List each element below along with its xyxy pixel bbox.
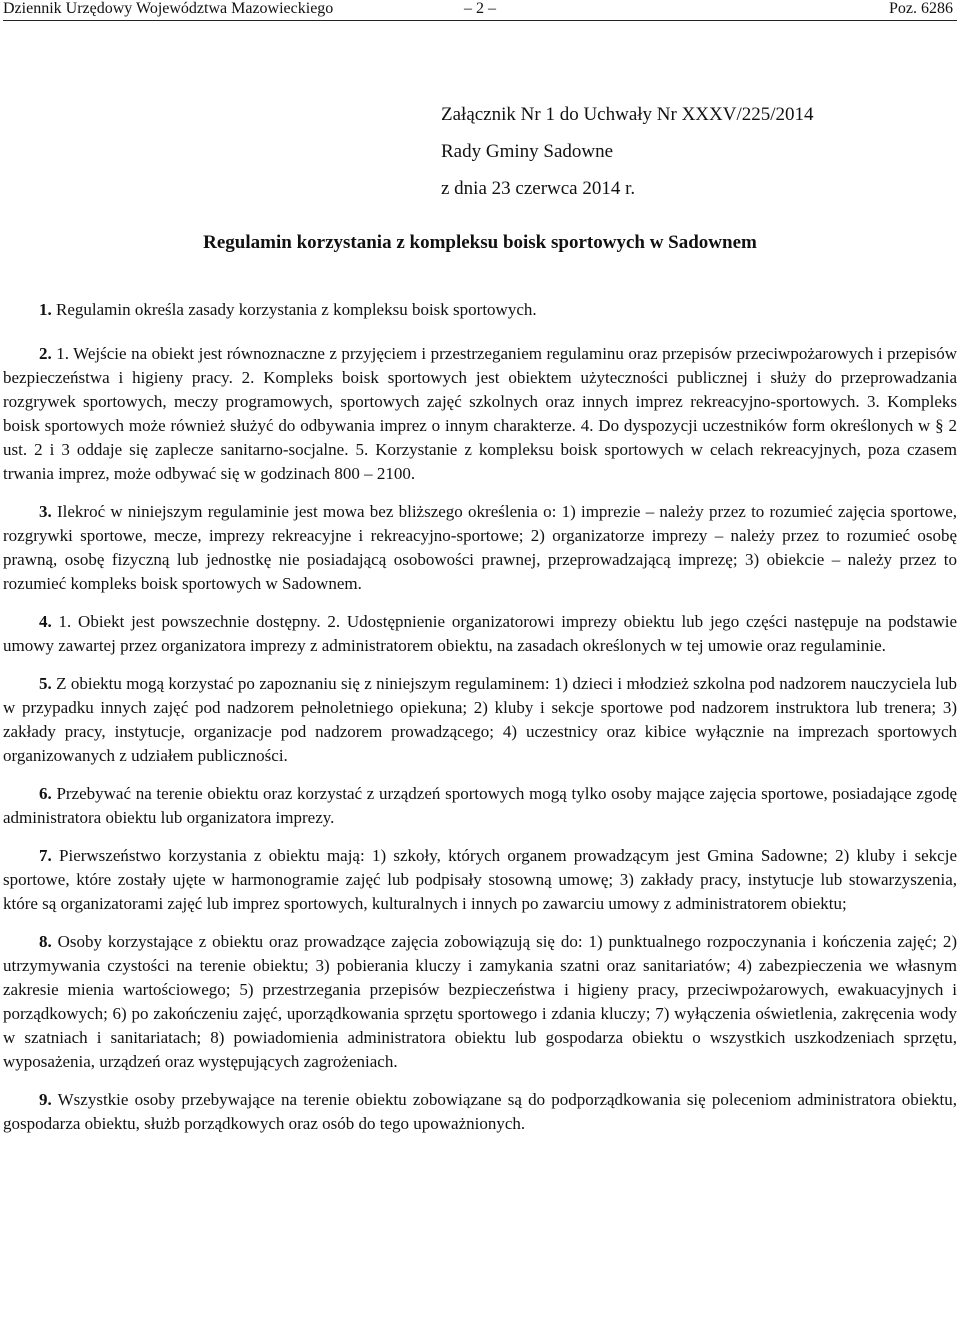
journal-title: Dziennik Urzędowy Województwa Mazowieckiego bbox=[3, 0, 334, 17]
paragraph-5 bbox=[3, 672, 957, 768]
paragraph-text: 1. Obiekt jest powszechnie dostępny. 2. Udostępnienie organizatorowi imprezy obiektu lub jego części następuje na podstawie umowy zawartej przez organizatora imprezy z administratorem obiektu, na zasadach określonych w tej umowie oraz regulaminie. bbox=[3, 612, 957, 655]
paragraph-text: Regulamin określa zasady korzystania z kompleksu boisk sportowych. bbox=[51, 300, 537, 319]
paragraph-number: 6. bbox=[39, 784, 52, 803]
paragraph-number: 5. bbox=[39, 674, 52, 693]
paragraph-9 bbox=[3, 1088, 957, 1136]
paragraph-number: 7. bbox=[39, 846, 52, 865]
paragraph-4 bbox=[3, 610, 957, 658]
paragraph-number: 8. bbox=[39, 932, 52, 951]
document-body bbox=[3, 298, 957, 1150]
attachment-line-1: Załącznik Nr 1 do Uchwały Nr XXXV/225/2014 bbox=[441, 104, 814, 125]
document-title: Regulamin korzystania z kompleksu boisk sportowych w Sadownem bbox=[203, 232, 757, 253]
page-number: – 2 – bbox=[464, 0, 496, 17]
paragraph-text: Pierwszeństwo korzystania z obiektu mają: 1) szkoły, których organem prowadzącym jest Gmina Sadowne; 2) kluby i sekcje sportowe, które zostały ujęte w harmonogramie zajęć lub podpisały stosowną umowę; 3) zakłady pracy, instytucje lub stowarzyszenia, które są organizatorami zajęć lub imprez sportowych, kulturalnych i innych po zawarciu umowy z administratorem obiektu; bbox=[3, 846, 957, 913]
page-header bbox=[3, 0, 957, 21]
paragraph-number: 9. bbox=[39, 1090, 52, 1109]
paragraph-text: Z obiektu mogą korzystać po zapoznaniu się z niniejszym regulaminem: 1) dzieci i młodzież szkolna pod nadzorem nauczyciela lub w przypadku innych zajęć pod nadzorem pełnoletniego opiekuna; 2) kluby i sekcje sportowe pod nadzorem instruktora lub trenera; 3) zakłady pracy, instytucje, organizacje pod nadzorem prowadzącego; 4) uczestnicy oraz kibice wyłącznie na imprezach sportowych organizowanych z udziałem publiczności. bbox=[3, 674, 957, 765]
paragraph-text: Ilekroć w niniejszym regulaminie jest mowa bez bliższego określenia o: 1) imprezie – należy przez to rozumieć zajęcia sportowe, rozgrywki sportowe, mecze, imprezy rekreacyjne i rekreacyjno-sportowe; 2) organizatorze imprezy – należy przez to rozumieć osobę prawną, osobę fizyczną lub jednostkę nie posiadającą osobowości prawnej, przeprowadzającą imprezę; 3) obiekcie – należy przez to rozumieć kompleks boisk sportowych w Sadownem. bbox=[3, 502, 957, 593]
paragraph-text: Wszystkie osoby przebywające na terenie obiektu zobowiązane są do podporządkowania się poleceniom administratora obiektu, gospodarza obiektu, służb porządkowych oraz osób do tego upoważnionych. bbox=[3, 1090, 957, 1133]
position-number: Poz. 6286 bbox=[889, 0, 953, 17]
paragraph-3 bbox=[3, 500, 957, 596]
attachment-line-3: z dnia 23 czerwca 2014 r. bbox=[441, 178, 636, 199]
attachment-block bbox=[441, 96, 814, 207]
paragraph-text: Przebywać na terenie obiektu oraz korzystać z urządzeń sportowych mogą tylko osoby mające zajęcia sportowe, posiadające zgodę administratora obiektu lub organizatora imprezy. bbox=[3, 784, 957, 827]
paragraph-2 bbox=[3, 342, 957, 486]
paragraph-7 bbox=[3, 844, 957, 916]
paragraph-text: 1. Wejście na obiekt jest równoznaczne z przyjęciem i przestrzeganiem regulaminu oraz przepisów przeciwpożarowych i przepisów bezpieczeństwa i higieny pracy. 2. Kompleks boisk sportowych jest obiektem użyteczności publicznej i służy do przeprowadzania rozgrywek sportowych, meczy programowych, sportowych zajęć szkolnych oraz innych imprez rekreacyjno-sportowych. 3. Kompleks boisk sportowych może również służyć do odbywania imprez o innym charakterze. 4. Do dyspozycji uczestników form określonych w § 2 ust. 2 i 3 oddaje się zaplecze sanitarno-socjalne. 5. Korzystanie z kompleksu boisk sportowych w celach rekreacyjnych, poza czasem trwania imprez, może odbywać się w godzinach 800 – 2100. bbox=[3, 344, 957, 483]
paragraph-number: 1. bbox=[39, 300, 52, 319]
paragraph-number: 4. bbox=[39, 612, 52, 631]
paragraph-6 bbox=[3, 782, 957, 830]
attachment-line-2: Rady Gminy Sadowne bbox=[441, 141, 614, 162]
paragraph-1 bbox=[3, 298, 957, 322]
paragraph-number: 3. bbox=[39, 502, 52, 521]
paragraph-text: Osoby korzystające z obiektu oraz prowadzące zajęcia zobowiązują się do: 1) punktualnego rozpoczynania i kończenia zajęć; 2) utrzymywania czystości na terenie obiektu; 3) pobierania kluczy i zamykania szatni oraz sanitariatów; 4) zabezpieczenia we własnym zakresie mienia wartościowego; 5) przestrzegania przepisów bezpieczeństwa i higieny pracy, przeciwpożarowych, ewakuacyjnych i porządkowych; 6) po zakończeniu zajęć, uporządkowania sprzętu sportowego i zdania kluczy; 7) wyłączenia oświetlenia, zakręcenia wody w szatniach i sanitariatach; 8) powiadomienia administratora obiektu lub gospodarza obiektu o wszystkich uszkodzeniach sprzętu, wyposażenia, urządzeń oraz występujących zagrożeniach. bbox=[3, 932, 957, 1071]
paragraph-number: 2. bbox=[39, 344, 52, 363]
paragraph-8 bbox=[3, 930, 957, 1074]
